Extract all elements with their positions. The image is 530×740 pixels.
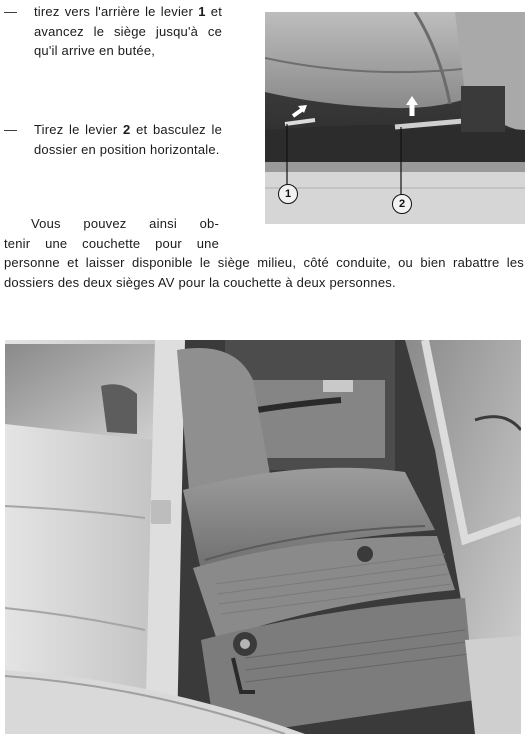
instruction-1-lever-number: 1: [198, 4, 206, 19]
instruction-1-text-part2: et avancez le siège jusqu'à ce qu'il arrive en butée,: [34, 4, 223, 58]
lever-photo: [265, 12, 525, 224]
paragraph-line-1: Vous pouvez ainsi ob-: [31, 216, 219, 231]
instruction-2-lever-number: 2: [123, 122, 131, 137]
instruction-2: [4, 120, 222, 159]
body-paragraph: [4, 214, 524, 292]
interior-photo-illustration: [5, 340, 521, 734]
lever-photo-illustration: [265, 12, 525, 224]
paragraph-rest: personne et laisser disponible le siège milieu, côté conduite, ou bien rabattre les dossiers des deux sièges AV pour la couchette à deux personnes.: [4, 255, 524, 290]
instruction-1-text-part1: tirez vers l'arrière le levier: [34, 4, 194, 19]
instruction-2-dash: —: [4, 122, 18, 137]
paragraph-line-2: tenir une couchette pour une: [4, 235, 219, 251]
interior-photo: [5, 340, 521, 734]
instruction-2-text-part1: Tirez le levier: [34, 122, 118, 137]
instruction-2-text-part2: et basculez le dossier en position horizontale.: [34, 122, 223, 157]
callout-lever-1: 1: [278, 184, 298, 204]
instruction-1: [4, 2, 222, 61]
instruction-1-dash: —: [4, 4, 18, 19]
instruction-2-text: [34, 120, 222, 159]
instruction-1-text: [34, 2, 222, 61]
callout-lever-2: 2: [392, 194, 412, 214]
